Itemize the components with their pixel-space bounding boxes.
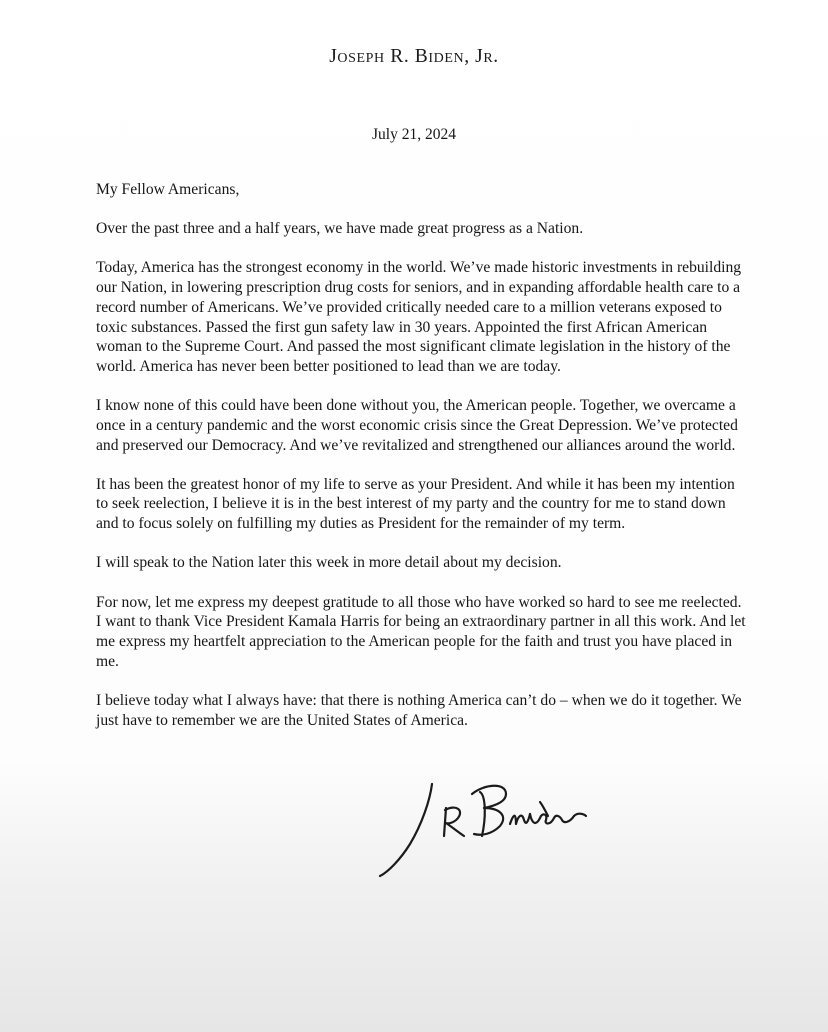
salutation: My Fellow Americans,: [96, 181, 240, 198]
letter-date: July 21, 2024: [372, 126, 456, 143]
letterhead-name: Joseph R. Biden, Jr.: [329, 46, 499, 67]
paragraph-progress: Over the past three and a half years, we have made great progress as a Nation.: [96, 220, 584, 238]
paragraph-gratitude: For now, let me express my deepest gratitude to all those who have worked so hard to see me reelected. I want to thank Vice President Kamala Harris for being an extraordinary partner in all this work. And let me express my heartfelt appreciation to the American people for the faith and trust you have placed in me.: [96, 593, 746, 670]
paragraph-decision: It has been the greatest honor of my life to serve as your President. And while it has been my intention to seek reelection, I believe it is in the best interest of my party and the country for me to stand down and to focus solely on fulfilling my duties as President for the remainder of my term.: [96, 475, 735, 533]
paragraph-achievements: Today, America has the strongest economy in the world. We’ve made historic investments in rebuilding our Nation, in lowering prescription drug costs for seniors, and in expanding affordable health care to a record number of Americans. We’ve provided critically needed care to a million veterans exposed to toxic substances. Passed the first gun safety law in 30 years. Appointed the first African American woman to the Supreme Court. And passed the most significant climate legislation in the history of the world. America has never been better positioned to lead than we are today.: [96, 259, 742, 375]
handwritten-signature: [360, 772, 600, 892]
signature-drawing: [360, 772, 600, 892]
paragraph-closing: I believe today what I always have: that there is nothing America can’t do – when we do it together. We just have to remember we are the United States of America.: [96, 691, 742, 729]
letter-body: [96, 180, 746, 750]
paragraph-american-people: I know none of this could have been done without you, the American people. Together, we overcame a once in a century pandemic and the worst economic crisis since the Great Depression. We’ve protected and preserved our Democracy. And we’ve revitalized and strengthened our alliances around the world.: [96, 397, 738, 454]
paragraph-speak-to-nation: I will speak to the Nation later this week in more detail about my decision.: [96, 554, 562, 572]
